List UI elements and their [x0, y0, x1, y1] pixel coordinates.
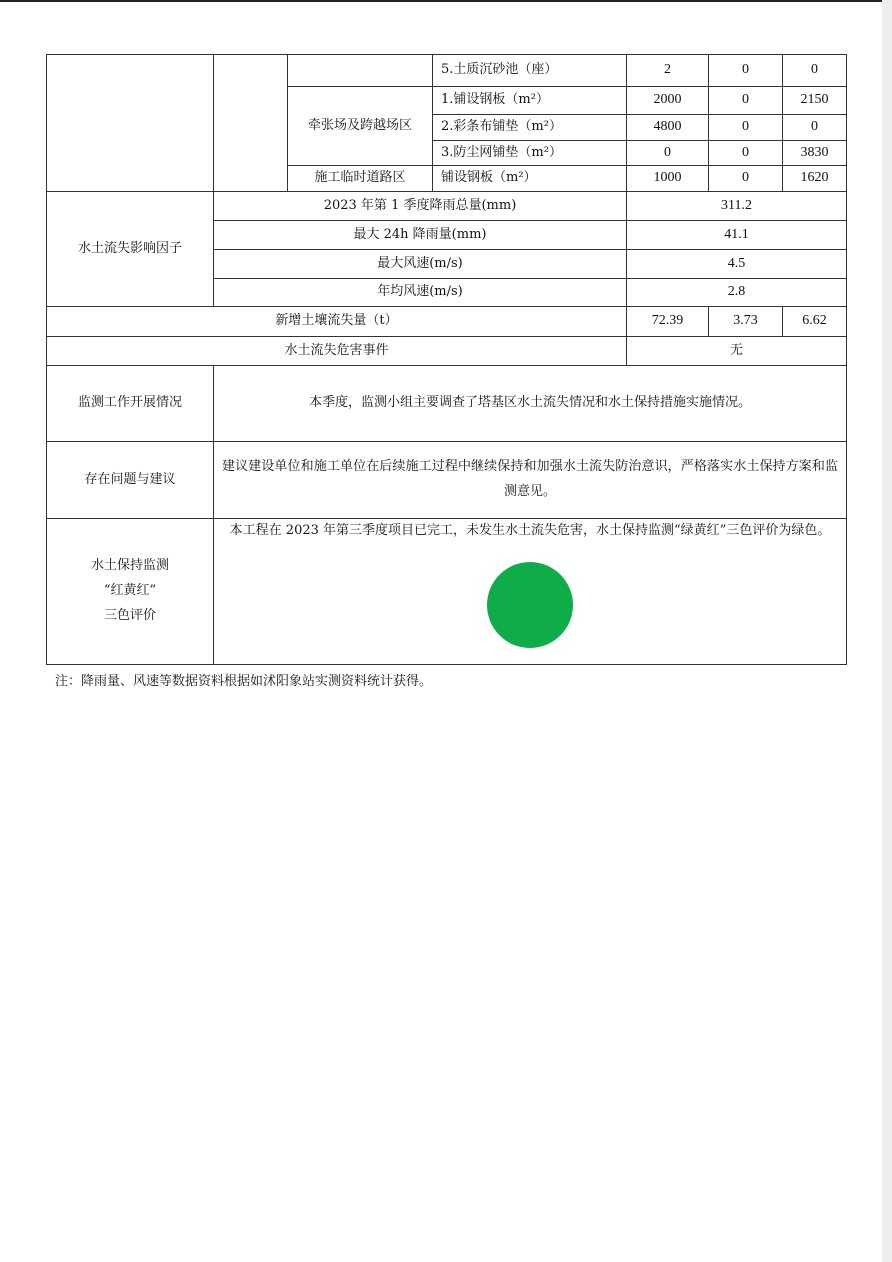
item-cell-color-cloth: 2.彩条布铺垫（m²） [432, 114, 627, 141]
factor-avgwind-label: 年均风速(m/s) [213, 278, 627, 307]
factor-max24h-label: 最大 24h 降雨量(mm) [213, 220, 627, 250]
evaluation-label-line2: “红黄红” [103, 583, 157, 599]
soil-loss-value: 3.73 [708, 306, 783, 337]
evaluation-label [46, 518, 214, 665]
footnote: 注：降雨量、风速等数据资料根据如沭阳象站实测资料统计获得。 [55, 674, 433, 689]
page-edge-shadow [882, 0, 892, 1262]
hazard-value: 无 [626, 336, 847, 366]
item-cell-dust-net: 3.防尘网铺垫（m²） [432, 140, 627, 166]
value-cell: 0 [708, 86, 783, 115]
green-rating-indicator [487, 562, 573, 648]
value-cell: 3830 [782, 140, 847, 166]
factor-max24h-value: 41.1 [626, 220, 847, 250]
value-cell: 2 [626, 54, 709, 87]
item-cell-sediment-pond: 5.土质沉砂池（座） [432, 54, 627, 87]
value-cell: 0 [782, 54, 847, 87]
soil-loss-label: 新增土壤流失量（t） [46, 306, 627, 337]
soil-loss-value: 6.62 [782, 306, 847, 337]
evaluation-label-line1: 水土保持监测 [90, 558, 169, 574]
problems-label: 存在问题与建议 [46, 441, 214, 519]
value-cell: 0 [708, 114, 783, 141]
factor-rainfall-label: 2023 年第 1 季度降雨总量(mm) [213, 191, 627, 221]
hazard-label: 水土流失危害事件 [46, 336, 627, 366]
factor-maxwind-label: 最大风速(m/s) [213, 249, 627, 279]
area-cell-temp-road: 施工临时道路区 [287, 165, 433, 192]
soil-loss-value: 72.39 [626, 306, 709, 337]
monitoring-label: 监测工作开展情况 [46, 365, 214, 442]
factors-label: 水土流失影响因子 [46, 191, 214, 307]
evaluation-label-line3: 三色评价 [103, 607, 156, 623]
value-cell: 0 [708, 165, 783, 192]
evaluation-text: 本工程在 2023 年第三季度项目已完工，未发生水土流失危害，水土保持监测“绿黄红”三色评价为绿色。 [229, 523, 831, 538]
item-cell-road-steel-plate: 铺设钢板（m²） [432, 165, 627, 192]
page-top-border [0, 0, 892, 2]
blank-subcategory-cell [213, 54, 288, 192]
monitoring-table [46, 54, 847, 665]
value-cell: 0 [708, 140, 783, 166]
area-cell-tension-field: 牵张场及跨越场区 [287, 86, 433, 166]
value-cell: 0 [782, 114, 847, 141]
problems-text: 建议建设单位和施工单位在后续施工过程中继续保持和加强水土流失防治意识，严格落实水土保持方案和监测意见。 [213, 441, 847, 519]
value-cell: 2000 [626, 86, 709, 115]
item-cell-steel-plate: 1.铺设钢板（m²） [432, 86, 627, 115]
factor-rainfall-value: 311.2 [626, 191, 847, 221]
value-cell: 4800 [626, 114, 709, 141]
value-cell: 1620 [782, 165, 847, 192]
factor-avgwind-value: 2.8 [626, 278, 847, 307]
area-cell-blank [287, 54, 433, 87]
value-cell: 0 [708, 54, 783, 87]
blank-category-cell [46, 54, 214, 192]
evaluation-content [213, 518, 847, 665]
factor-maxwind-value: 4.5 [626, 249, 847, 279]
monitoring-text: 本季度，监测小组主要调查了塔基区水土流失情况和水土保持措施实施情况。 [213, 365, 847, 442]
value-cell: 1000 [626, 165, 709, 192]
value-cell: 2150 [782, 86, 847, 115]
value-cell: 0 [626, 140, 709, 166]
